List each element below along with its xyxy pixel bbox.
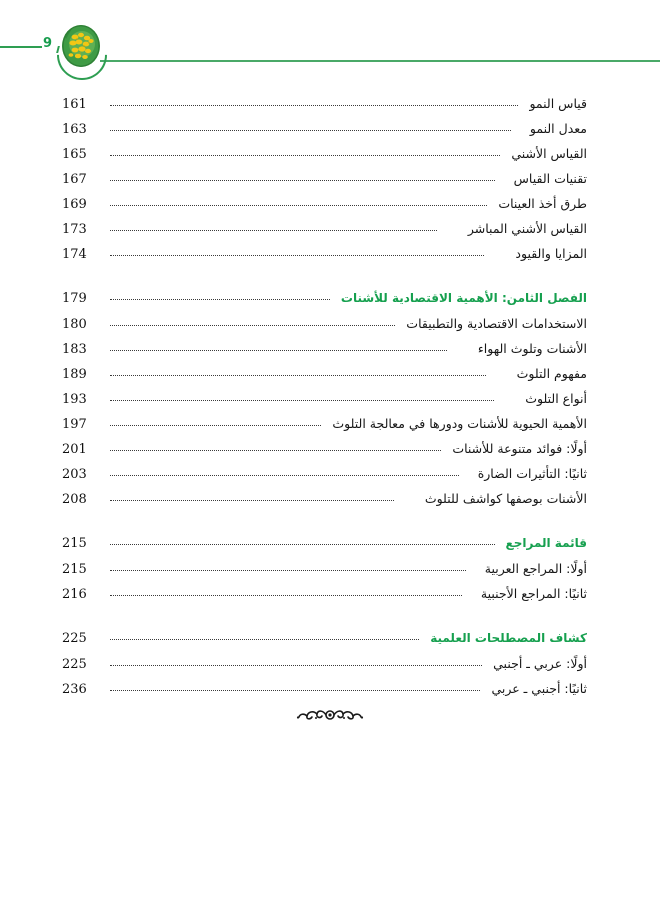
toc-entry-row[interactable] [62,656,587,681]
toc-entry-row[interactable] [62,246,587,271]
toc-entry-row[interactable] [62,561,587,586]
toc-entry-title: أولًا: المراجع العربية [484,561,587,576]
toc-chapter-title: الفصل الثامن: الأهمية الاقتصادية للأشنات [340,291,587,305]
toc-leader-dots [110,349,447,351]
toc-entry-title: المزايا والقيود [515,246,587,261]
toc-page-number: 208 [62,492,87,507]
toc-page-number: 189 [62,367,87,382]
toc-page-number: 201 [62,442,87,457]
toc-entry-row[interactable] [62,416,587,441]
toc-entry-title: الأهمية الحيوية للأشنات ودورها في معالجة التلوث [332,416,587,431]
toc-leader-dots [110,154,500,156]
toc-entry-row[interactable] [62,366,587,391]
toc-entry-title: مفهوم التلوث [516,366,587,381]
toc-group [62,536,587,611]
toc-leader-dots [110,424,321,426]
toc-leader-dots [110,179,495,181]
toc-chapter-title: كشاف المصطلحات العلمية [430,631,587,645]
toc-entry-title: طرق أخذ العينات [498,196,587,211]
toc-leader-dots [110,129,511,131]
toc-page-number: 169 [62,197,87,212]
toc-entry-title: ثانيًا: أجنبي ـ عربي [491,681,587,696]
header-rule-right [100,60,660,62]
toc-leader-dots [110,569,466,571]
toc-leader-dots [110,298,330,300]
toc-leader-dots [110,324,395,326]
toc-entry-title: ثانيًا: المراجع الأجنبية [480,586,587,601]
toc-entry-title: القياس الأشني [511,146,587,161]
toc-leader-dots [110,638,419,640]
toc-entry-title: أنواع التلوث [525,391,587,406]
toc-entry-row[interactable] [62,391,587,416]
toc-leader-dots [110,399,494,401]
toc-entry-row[interactable] [62,466,587,491]
page-header [0,0,660,90]
toc-leader-dots [110,543,495,545]
toc-entry-row[interactable] [62,586,587,611]
toc-chapter-title: قائمة المراجع [505,536,587,550]
toc-entry-title: معدل النمو [529,121,587,136]
toc-page-number: 197 [62,417,87,432]
toc-page-number: 203 [62,467,87,482]
toc-entry-title: الأشنات بوصفها كواشف للتلوث [424,491,587,506]
fleuron-ornament-icon [0,706,660,728]
toc-leader-dots [110,594,462,596]
toc-page-number: 161 [62,97,87,112]
toc-page-number: 216 [62,587,87,602]
toc-page-number: 165 [62,147,87,162]
toc-page-number: 225 [62,631,87,646]
toc-leader-dots [110,474,459,476]
header-rule-left [0,46,42,48]
toc-entry-row[interactable] [62,121,587,146]
toc-leader-dots [110,499,394,501]
toc-entry-title: الاستخدامات الاقتصادية والتطبيقات [406,316,587,331]
toc-entry-row[interactable] [62,441,587,466]
toc-group [62,291,587,516]
toc-leader-dots [110,449,441,451]
toc-entry-row[interactable] [62,221,587,246]
toc-page-number: 183 [62,342,87,357]
toc-page-number: 174 [62,247,87,262]
toc-leader-dots [110,204,487,206]
toc-leader-dots [110,229,437,231]
toc-page-number: 163 [62,122,87,137]
toc-page-number: 215 [62,562,87,577]
toc-entry-title: الأشنات وتلوث الهواء [477,341,587,356]
page-number: 9 [43,36,53,51]
toc-leader-dots [110,689,480,691]
toc-leader-dots [110,374,486,376]
toc-page-number: 193 [62,392,87,407]
lichen-medallion-icon [62,25,100,67]
toc-chapter-row[interactable] [62,631,587,656]
toc-group [62,96,587,271]
toc-page-number: 179 [62,291,87,306]
toc-page-number: 173 [62,222,87,237]
toc-entry-title: قياس النمو [529,96,587,111]
toc-entry-title: أولًا: عربي ـ أجنبي [493,656,587,671]
table-of-contents [62,96,587,706]
toc-page-number: 225 [62,657,87,672]
toc-leader-dots [110,104,518,106]
toc-entry-row[interactable] [62,171,587,196]
toc-entry-title: ثانيًا: التأثيرات الضارة [477,466,587,481]
toc-entry-row[interactable] [62,681,587,706]
toc-leader-dots [110,664,482,666]
toc-leader-dots [110,254,484,256]
toc-entry-title: تقنيات القياس [513,171,587,186]
toc-entry-row[interactable] [62,316,587,341]
toc-entry-row[interactable] [62,491,587,516]
toc-entry-title: القياس الأشني المباشر [467,221,587,236]
toc-entry-row[interactable] [62,196,587,221]
toc-page-number: 236 [62,682,87,697]
toc-page-number: 215 [62,536,87,551]
toc-group [62,631,587,706]
toc-page-number: 180 [62,317,87,332]
toc-entry-row[interactable] [62,341,587,366]
toc-page-number: 167 [62,172,87,187]
toc-entry-row[interactable] [62,96,587,121]
toc-chapter-row[interactable] [62,291,587,316]
toc-chapter-row[interactable] [62,536,587,561]
toc-entry-row[interactable] [62,146,587,171]
toc-entry-title: أولًا: فوائد متنوعة للأشنات [452,441,587,456]
